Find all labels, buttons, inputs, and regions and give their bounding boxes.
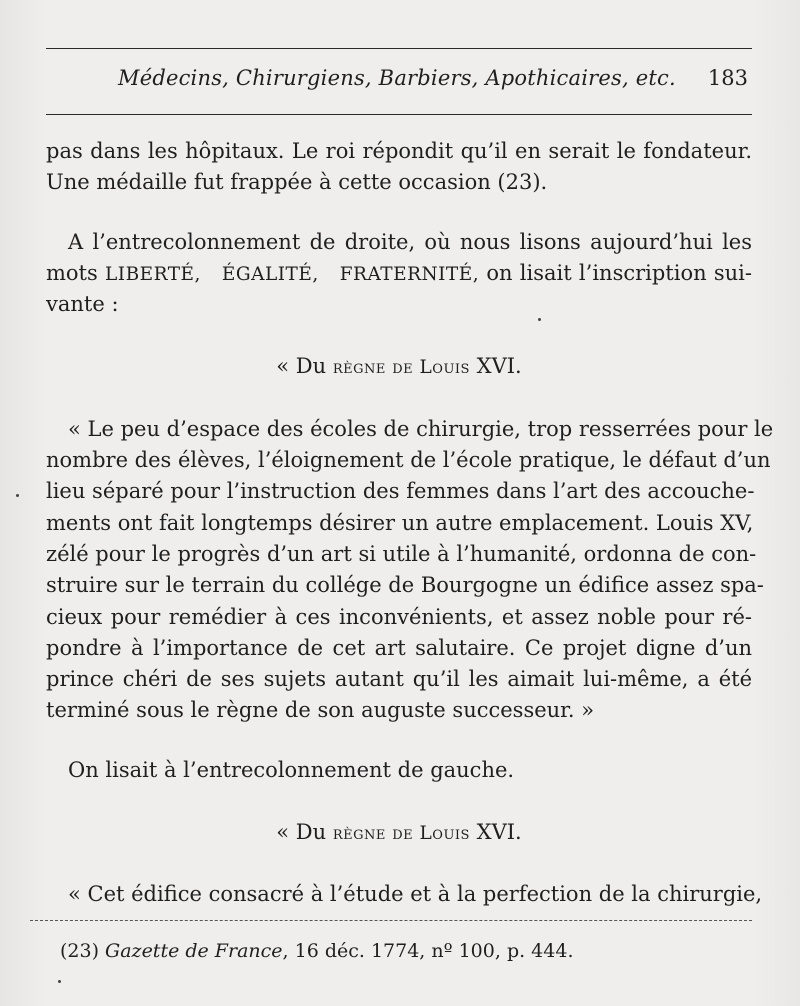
paragraph-gap xyxy=(46,383,752,414)
paragraph-gap xyxy=(46,848,752,879)
text-fragment: mots xyxy=(46,260,106,285)
paragraph-gap xyxy=(46,320,752,351)
page-number: 183 xyxy=(707,66,748,90)
text-line: A l’entrecolonnement de droite, où nous lisons aujourd’hui les xyxy=(68,229,752,254)
text-line: lieu séparé pour l’instruction des femmes dans l’art des accouche- xyxy=(46,479,755,504)
text-line: vante : xyxy=(46,292,119,317)
word-liberte: LIBERTÉ, xyxy=(105,263,201,285)
text-line: « Cet édifice consacré à l’étude et à la perfection de la chirurgie, xyxy=(68,882,763,907)
footnote-rule xyxy=(30,920,752,921)
header-rule-top xyxy=(46,48,752,49)
text-line: pas dans les hôpitaux. Le roi répondit qu’il en serait le fondateur. xyxy=(46,139,752,163)
text-line: terminé sous le règne de son auguste successeur. » xyxy=(46,698,595,723)
heading-text: « Du xyxy=(276,820,333,845)
footnote-marker: (23) xyxy=(60,940,106,962)
word-fraternite: FRATERNITÉ, xyxy=(339,263,480,285)
running-title: Médecins, Chirurgiens, Barbiers, Apothicaires, etc. xyxy=(118,66,676,90)
text-line: nombre des élèves, l’éloignement de l’école pratique, le défaut d’un xyxy=(46,448,771,473)
heading-text: règne xyxy=(332,823,386,845)
heading-text: XVI. xyxy=(469,820,522,845)
paragraph-gap xyxy=(46,727,752,755)
footnote-source: Gazette de France xyxy=(105,940,283,962)
text-line-mots xyxy=(46,258,752,289)
body-text xyxy=(46,136,774,911)
inscription-heading-2 xyxy=(46,817,752,848)
paper-speck xyxy=(538,318,541,321)
heading-text: Louis xyxy=(419,823,470,845)
text-line: ments ont fait longtemps désirer un autre emplacement. Louis XV, xyxy=(46,510,754,535)
text-fragment: on lisait l’inscription sui- xyxy=(479,260,752,285)
paper-speck xyxy=(16,494,19,497)
text-line: « Le peu d’espace des écoles de chirurgie, trop resserrées pour le xyxy=(68,416,774,441)
text-line: Une médaille fut frappée à cette occasion (23). xyxy=(46,170,548,195)
footnote-details: , 16 déc. 1774, nº 100, p. 444. xyxy=(282,940,574,962)
heading-text: règne xyxy=(332,357,386,379)
footnote xyxy=(60,940,574,962)
heading-text: « Du xyxy=(276,354,333,379)
paper-speck xyxy=(58,980,61,983)
text-line: On lisait à l’entrecolonnement de gauche. xyxy=(68,757,515,782)
heading-text: de xyxy=(385,823,420,845)
paragraph-gap xyxy=(46,786,752,817)
text-line: zélé pour le progrès d’un art si utile à l’humanité, ordonna de con- xyxy=(46,541,757,566)
heading-text: Louis xyxy=(419,357,470,379)
heading-text: XVI. xyxy=(469,354,522,379)
word-egalite: ÉGALITÉ, xyxy=(221,263,319,285)
paragraph-gap xyxy=(46,199,752,227)
running-header xyxy=(46,62,752,98)
text-line: cieux pour remédier à ces inconvénients, et assez noble pour ré- xyxy=(46,604,752,629)
header-rule-bottom xyxy=(46,114,752,115)
heading-text: de xyxy=(385,357,420,379)
text-line: pondre à l’importance de cet art salutaire. Ce projet digne d’un xyxy=(46,635,752,660)
inscription-heading-1 xyxy=(46,351,752,382)
text-line: prince chéri de ses sujets autant qu’il les aimait lui-même, a été xyxy=(46,667,752,692)
text-line: struire sur le terrain du collége de Bourgogne un édifice assez spa- xyxy=(46,573,764,598)
